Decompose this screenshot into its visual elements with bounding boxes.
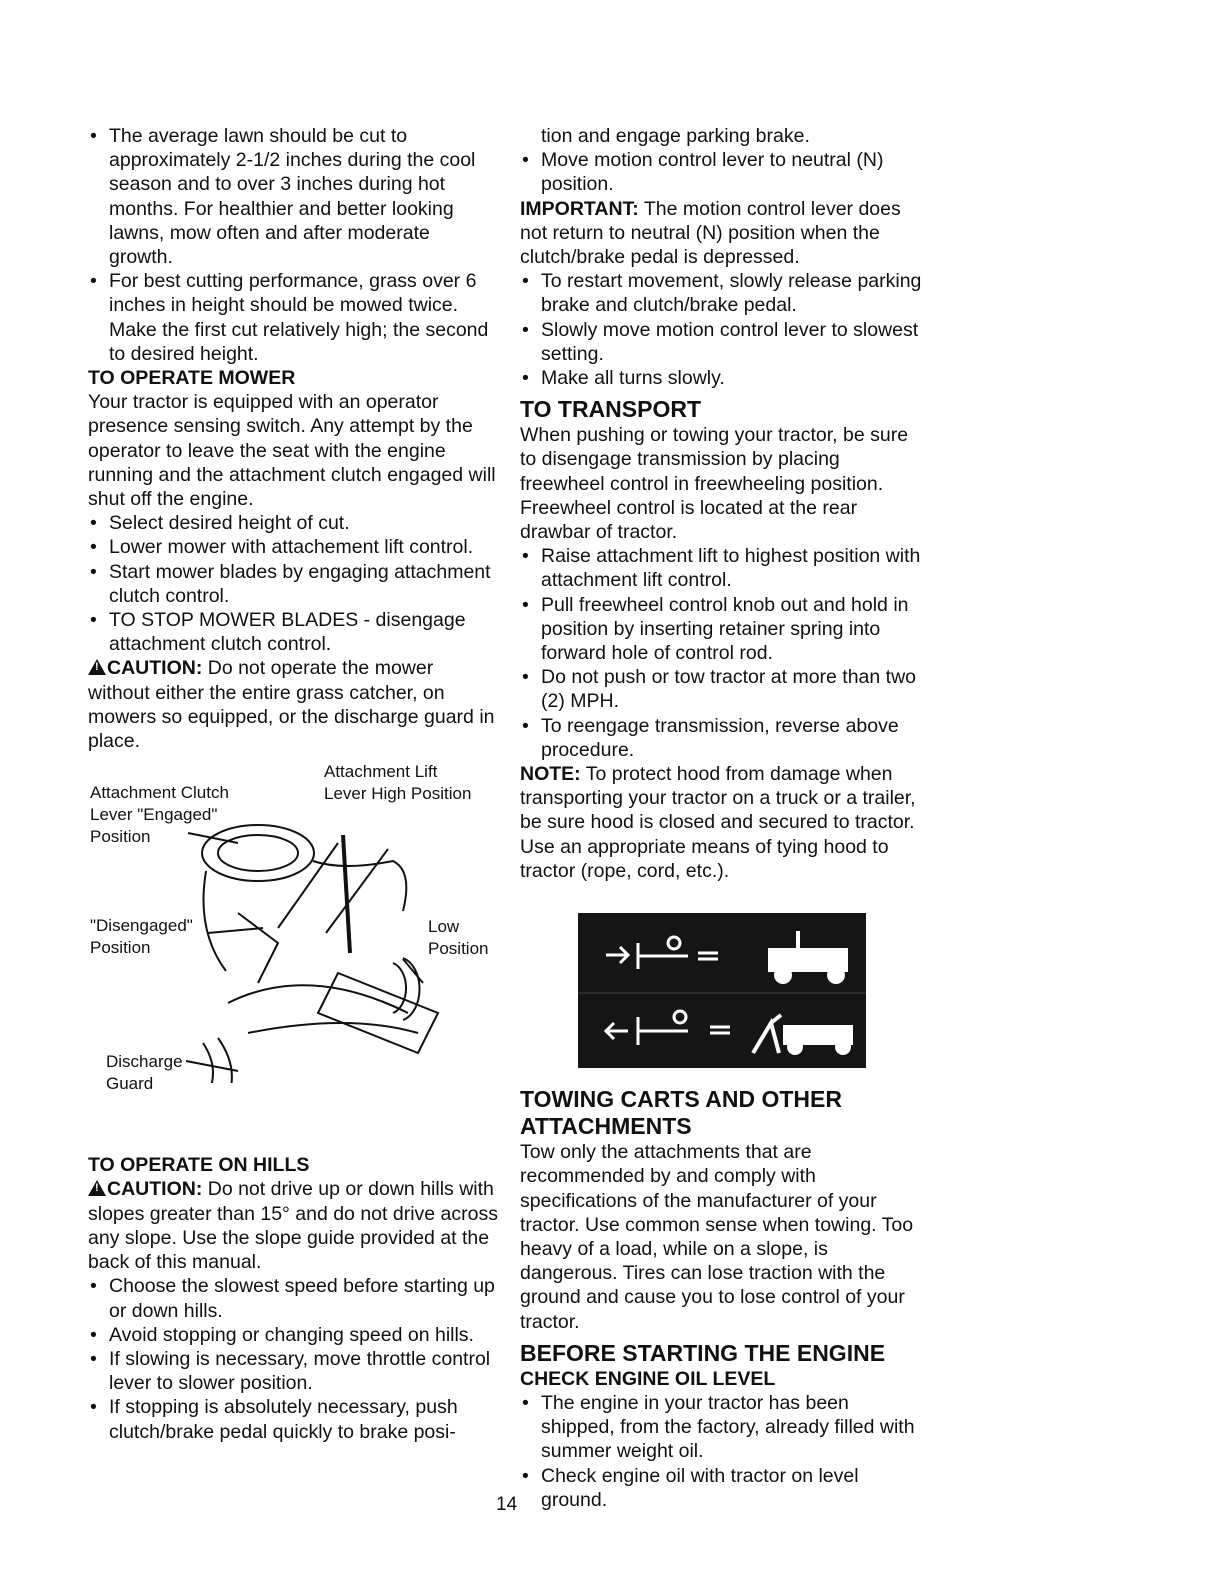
note-label: NOTE: (520, 763, 581, 786)
label-disengaged-position: Position (90, 938, 151, 958)
list-item: • To restart movement, slowly release parking brake and clutch/brake pedal. (520, 269, 925, 317)
operate-hills-heading: TO OPERATE ON HILLS (88, 1154, 310, 1177)
label-lever-engaged: Lever "Engaged" (90, 805, 218, 825)
label-attachment-clutch: Attachment Clutch (90, 783, 229, 803)
list-item: • TO STOP MOWER BLADES - disengage attachment clutch control. (88, 608, 498, 656)
caution-text: Do not drive up or down hills with slopes greater than 15° and do not drive across any slope. Use the slope guide provided at the back of this manual. (88, 1178, 498, 1274)
caution-triangle-icon (88, 1180, 106, 1196)
operate-mower-heading: TO OPERATE MOWER (88, 367, 296, 390)
transport-list (520, 544, 925, 762)
oil-list (520, 1391, 925, 1512)
operate-hills-list (88, 1274, 498, 1443)
label-attachment-lift: Attachment Lift (324, 762, 438, 782)
transport-paragraph: When pushing or towing your tractor, be sure to disengage transmission by placing freewheel control in freewheeling position. Freewheel control is located at the rear drawbar of tractor. (520, 424, 909, 544)
motion-list (520, 148, 925, 196)
list-item: • Raise attachment lift to highest position with attachment lift control. (520, 544, 925, 592)
towing-heading: TOWING CARTS AND OTHER ATTACHMENTS (520, 1086, 842, 1140)
transport-heading: TO TRANSPORT (520, 396, 702, 423)
list-item: • Lower mower with attachement lift control. (88, 535, 498, 559)
mower-caution (88, 656, 498, 753)
label-disengaged: "Disengaged" (90, 916, 193, 936)
label-low-position: Position (428, 939, 489, 959)
note-text: To protect hood from damage when transporting your tractor on a truck or a trailer, be sure hood is closed and secured to tractor. Use an appropriate means of tying hood to tractor (rope, cord, etc.). (520, 763, 916, 882)
left-column (88, 124, 498, 1444)
list-item: • Start mower blades by engaging attachment clutch control. (88, 560, 498, 608)
important-text: The motion control lever does not return to neutral (N) position when the clutch/brake pedal is depressed. (520, 197, 901, 269)
label-lever-high: Lever High Position (324, 784, 472, 804)
list-item: • The average lawn should be cut to approximately 2-1/2 inches during the cool season and to over 3 inches during hot months. For healthier and better looking lawns, mow often and after moderate growth. (88, 124, 498, 269)
operate-mower-list (88, 511, 498, 656)
check-oil-heading: CHECK ENGINE OIL LEVEL (520, 1367, 776, 1390)
list-item: • Pull freewheel control knob out and hold in position by inserting retainer spring into forward hole of control rod. (520, 593, 925, 666)
list-item: • The engine in your tractor has been shipped, from the factory, already filled with summer weight oil. (520, 1391, 925, 1464)
list-item: • For best cutting performance, grass over 6 inches in height should be mowed twice. Make the first cut relatively high; the second to desired height. (88, 269, 498, 366)
freewheel-decal-icon (578, 913, 866, 1068)
caution-triangle-icon (88, 659, 106, 675)
page-number: 14 (496, 1494, 518, 1515)
right-column (520, 124, 925, 1512)
list-item: • Choose the slowest speed before starting up or down hills. (88, 1274, 498, 1322)
list-item: • Make all turns slowly. (520, 366, 925, 390)
list-item: • Check engine oil with tractor on level ground. (520, 1464, 925, 1512)
mower-controls-figure (88, 753, 498, 1153)
important-note (520, 197, 925, 270)
label-low: Low (428, 917, 460, 937)
list-item: • To reengage transmission, reverse above procedure. (520, 714, 925, 762)
hills-caution (88, 1177, 498, 1274)
list-item: • Do not push or tow tractor at more than two (2) MPH. (520, 665, 925, 713)
list-item: • If stopping is absolutely necessary, push clutch/brake pedal quickly to brake posi- (88, 1395, 498, 1443)
continuation-text: tion and engage parking brake. (541, 125, 810, 147)
caution-text: Do not operate the mower without either the entire grass catcher, on mowers so equipped, or the discharge guard in place. (88, 657, 495, 753)
mowing-tips-list (88, 124, 498, 366)
caution-label: CAUTION: (107, 657, 203, 680)
caution-label: CAUTION: (107, 1178, 203, 1201)
list-item: • If slowing is necessary, move throttle control lever to slower position. (88, 1347, 498, 1395)
transport-note (520, 762, 925, 883)
list-item: • Avoid stopping or changing speed on hills. (88, 1323, 498, 1347)
list-item: • Slowly move motion control lever to slowest setting. (520, 318, 925, 366)
label-discharge: Discharge (106, 1052, 183, 1072)
before-starting-heading: BEFORE STARTING THE ENGINE (520, 1339, 886, 1366)
list-item: • Select desired height of cut. (88, 511, 498, 535)
operate-mower-paragraph: Your tractor is equipped with an operator presence sensing switch. Any attempt by the operator to leave the seat with the engine running and the attachment clutch engaged will shut off the engine. (88, 391, 496, 511)
towing-paragraph: Tow only the attachments that are recommended by and comply with specifications of the manufacturer of your tractor. Use common sense when towing. Too heavy of a load, while on a slope, is dangerous. Tires can lose traction with the ground and cause you to lose control of your tractor. (520, 1141, 914, 1333)
label-position: Position (90, 827, 151, 847)
list-item: • Move motion control lever to neutral (N) position. (520, 148, 925, 196)
label-guard: Guard (106, 1074, 154, 1094)
freewheel-decal (578, 913, 866, 1068)
important-label: IMPORTANT: (520, 197, 639, 220)
restart-list (520, 269, 925, 390)
